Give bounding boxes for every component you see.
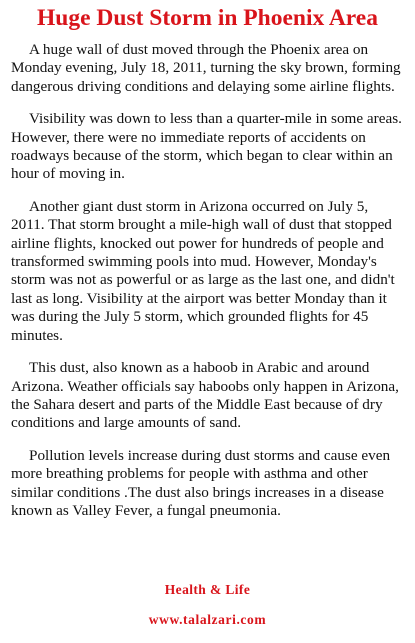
article-paragraph-5: Pollution levels increase during dust storms and cause even more breathing problems for people with asthma and other similar conditions .The dust also brings increases in a disease known as Valley Fever, a fungal pneumonia. bbox=[11, 446, 391, 519]
footer-section-label: Health & Life bbox=[164, 582, 251, 597]
footer-website: www.talalzari.com bbox=[148, 612, 267, 627]
article-body bbox=[11, 41, 404, 534]
article-paragraph-3: Another giant dust storm in Arizona occurred on July 5, 2011. That storm brought a mile-high wall of dust that stopped airline flights, knocked out power for hundreds of people and transformed swimming pools into mud. However, Monday's storm was not as powerful or as large as the last one, and didn't last as long. Visibility at the airport was better Monday than it was during the July 5 storm, which grounded flights for 45 minutes. bbox=[11, 197, 395, 344]
article-title: Huge Dust Storm in Phoenix Area bbox=[37, 5, 378, 31]
article-paragraph-2: Visibility was down to less than a quarter-mile in some areas. However, there were no immediate reports of accidents on roadways because of the storm, which began to clear within an hour of moving in. bbox=[11, 110, 402, 183]
article-paragraph-1: A huge wall of dust moved through the Phoenix area on Monday evening, July 18, 2011, turning the sky brown, forming dangerous driving conditions and delaying some airline flights. bbox=[11, 41, 401, 95]
article-paragraph-4: This dust, also known as a haboob in Arabic and around Arizona. Weather officials say haboobs only happen in Arizona, the Sahara desert and parts of the Middle East because of dry conditions and large amounts of sand. bbox=[11, 359, 399, 432]
